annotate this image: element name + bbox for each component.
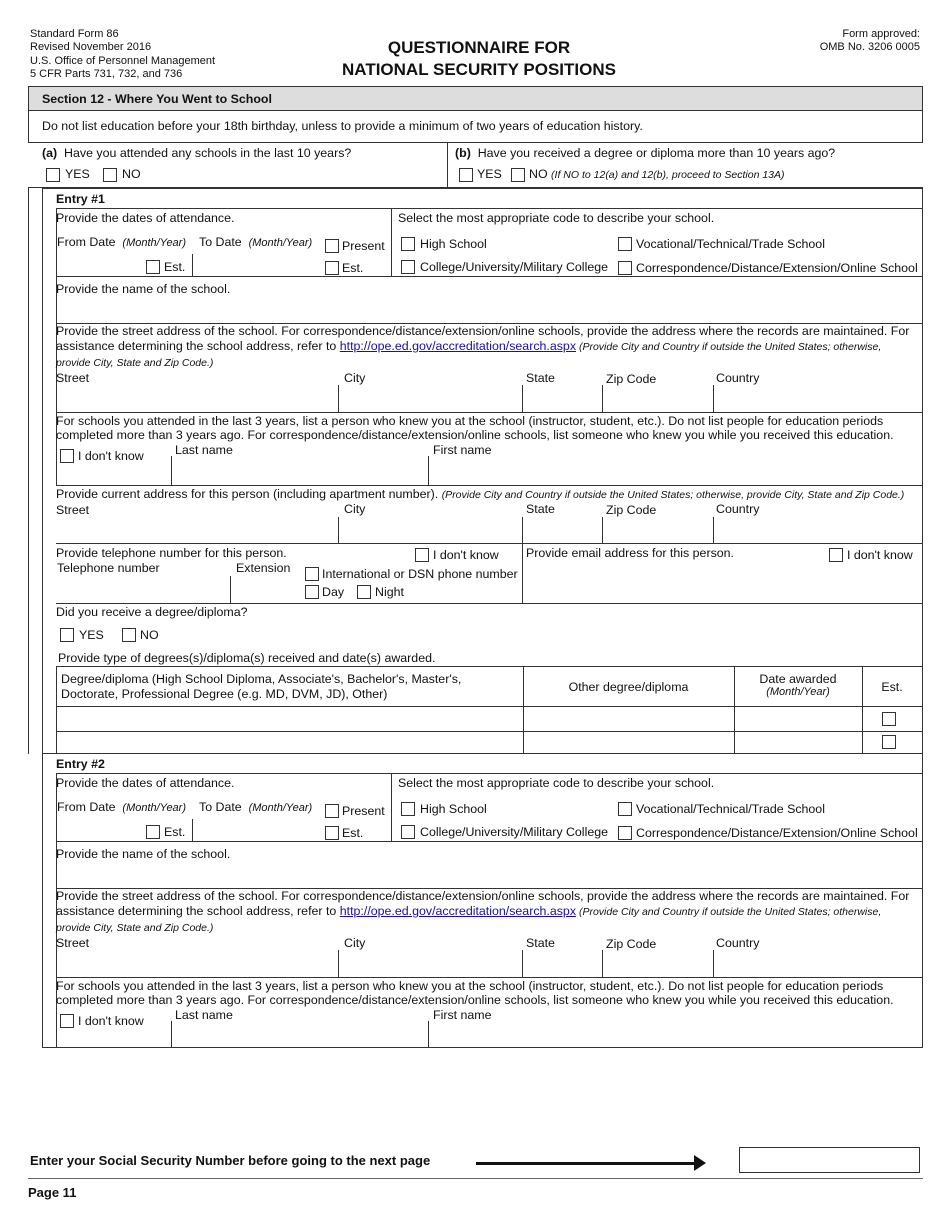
day-label: Day [322, 585, 345, 599]
degree-yes-label: YES [79, 628, 104, 642]
entry1-school-name-input[interactable] [58, 296, 918, 320]
email-dont-know-label: I don't know [847, 548, 913, 562]
entry2-title: Entry #2 [56, 757, 105, 771]
intl-label: International or DSN phone number [322, 567, 518, 581]
phone-dont-know-checkbox[interactable] [415, 548, 429, 562]
form-approval [820, 28, 920, 55]
entry1-school-name-prompt: Provide the name of the school. [56, 282, 231, 296]
degree-type-prompt: Provide type of degrees(s)/diploma(s) received and date(s) awarded. [58, 651, 436, 665]
entry1-vocational-checkbox[interactable] [618, 237, 632, 251]
extension-label: Extension [236, 561, 291, 575]
entry2-person-dont-know-label: I don't know [78, 1014, 144, 1028]
date-awarded-sub: (Month/Year) [766, 686, 830, 699]
date-awarded-label: Date awarded [759, 672, 837, 686]
email-dont-know-checkbox[interactable] [829, 548, 843, 562]
entry1-from-month-year: (Month/Year) [122, 237, 187, 249]
entry1-first-name-input[interactable] [431, 458, 919, 480]
entry2-correspondence-label: Correspondence/Distance/Extension/Online School [636, 826, 918, 840]
entry1-to-date-label [199, 235, 312, 250]
entry2-to-date-label [199, 800, 312, 815]
question-b-text: Have you received a degree or diploma more than 10 years ago? [477, 146, 836, 160]
title-line-2: NATIONAL SECURITY POSITIONS [342, 60, 616, 79]
approval-line-1: Form approved: [842, 28, 920, 40]
entry2-high-school-checkbox[interactable] [401, 802, 415, 816]
q-b-no-label: NO [529, 167, 548, 181]
degree-row-1-degree[interactable] [58, 708, 521, 729]
question-b [455, 146, 835, 160]
night-label: Night [375, 585, 404, 599]
form-revision: Revised November 2016 [30, 41, 152, 54]
entry1-person-prompt: For schools you attended in the last 3 years, list a person who knew you at the school (instructor, student, etc.). Do not list people for education periods completed more than 3 years ago. For correspondence/distance/extension/online schools, list someone who knew you while you received this education. [56, 414, 894, 442]
entry2-address-text: Provide the street address of the school. For correspondence/distance/extension/online schools, provide the address where the records are maintained. For assistance determining the school address, refer to [56, 889, 910, 918]
entry2-from-est-label: Est. [164, 825, 186, 839]
degree-question: Did you receive a degree/diploma? [56, 605, 248, 619]
person-street-input[interactable] [56, 518, 336, 542]
entry1-last-name-label: Last name [175, 443, 233, 457]
arrow-line [476, 1162, 698, 1165]
degree-row-2-est-checkbox[interactable] [882, 735, 896, 749]
entry1-college-label: College/University/Military College [420, 260, 608, 274]
q-b-yes-label: YES [477, 167, 502, 181]
entry1-city-label: City [344, 371, 366, 385]
degree-yes-checkbox[interactable] [60, 628, 74, 642]
entry2-present-label: Present [342, 804, 385, 818]
entry2-from-est-checkbox[interactable] [146, 825, 160, 839]
entry2-vocational-checkbox[interactable] [618, 802, 632, 816]
email-input[interactable] [526, 565, 916, 601]
page-number: Page 11 [28, 1185, 77, 1200]
entry2-from-date-text: From Date [57, 800, 116, 814]
entry2-dates-prompt: Provide the dates of attendance. [56, 776, 235, 790]
entry2-city-label: City [344, 936, 366, 950]
telephone-label: Telephone number [57, 561, 160, 575]
entry2-person-prompt: For schools you attended in the last 3 years, list a person who knew you at the school (instructor, student, etc.). Do not list people for education periods completed more than 3 years ago. For correspondence/distance/extension/online schools, list someone who knew you while you received this education. [56, 979, 894, 1007]
entry1-title: Entry #1 [56, 192, 105, 206]
question-b-label: (b) [455, 146, 471, 160]
entry1-country-label: Country [716, 371, 760, 385]
q-a-no-label: NO [122, 167, 141, 181]
entry2-to-date-text: To Date [199, 800, 242, 814]
q-b-no-checkbox[interactable] [511, 168, 525, 182]
entry2-from-date-label [57, 800, 186, 815]
q-a-yes-checkbox[interactable] [46, 168, 60, 182]
entry2-last-name-input[interactable] [174, 1023, 426, 1045]
entry1-college-checkbox[interactable] [401, 260, 415, 274]
approval-line-2: OMB No. 3206 0005 [819, 41, 920, 54]
arrow-right-icon [694, 1155, 706, 1171]
entry2-school-name-prompt: Provide the name of the school. [56, 847, 231, 861]
entry2-first-name-label: First name [433, 1008, 492, 1022]
entry2-college-label: College/University/Military College [420, 825, 608, 839]
phone-dont-know-label: I don't know [433, 548, 499, 562]
entry1-state-label: State [526, 371, 555, 385]
form-identifier [30, 28, 215, 82]
entry2-address-note: (Provide City and Country if outside the United States; otherwise, provide City, State and Zip Code.) [56, 906, 882, 934]
section-title: Section 12 - Where You Went to School [42, 92, 272, 106]
date-awarded-header [734, 672, 862, 699]
person-state-label: State [526, 502, 555, 516]
entry2-college-checkbox[interactable] [401, 825, 415, 839]
entry1-present-checkbox[interactable] [325, 239, 339, 253]
entry2-present-checkbox[interactable] [325, 804, 339, 818]
night-checkbox[interactable] [357, 585, 371, 599]
entry2-state-label: State [526, 936, 555, 950]
person-address-prompt [56, 487, 916, 502]
entry1-correspondence-label: Correspondence/Distance/Extension/Online School [636, 261, 918, 275]
form-agency: U.S. Office of Personnel Management [30, 54, 216, 67]
entry1-dates-prompt: Provide the dates of attendance. [56, 211, 235, 225]
degree-row-1-date[interactable] [736, 708, 860, 729]
entry2-first-name-input[interactable] [431, 1023, 919, 1045]
entry1-accreditation-link[interactable]: http://ope.ed.gov/accreditation/search.aspx [339, 339, 577, 353]
page-title [300, 37, 658, 81]
entry1-code-prompt: Select the most appropriate code to describe your school. [398, 211, 715, 225]
form-cfr: 5 CFR Parts 731, 732, and 736 [30, 68, 183, 81]
entry1-person-dont-know-label: I don't know [78, 449, 144, 463]
entry1-to-date-text: To Date [199, 235, 242, 249]
entry2-accreditation-link[interactable]: http://ope.ed.gov/accreditation/search.aspx [339, 904, 577, 918]
entry1-to-est-label: Est. [342, 261, 364, 275]
entry1-from-date-label [57, 235, 186, 250]
entry1-present-label: Present [342, 239, 385, 253]
q-b-yes-checkbox[interactable] [459, 168, 473, 182]
question-a-text: Have you attended any schools in the last 10 years? [64, 146, 352, 160]
person-zip-label: Zip Code [606, 503, 657, 517]
entry1-address-note: (Provide City and Country if outside the United States; otherwise, provide City, State and Zip Code.) [56, 341, 882, 369]
person-street-label: Street [56, 503, 90, 517]
entry2-high-school-label: High School [420, 802, 487, 816]
degree-row-2-other[interactable] [525, 733, 732, 753]
entry1-person-dont-know-checkbox[interactable] [60, 449, 74, 463]
degree-row-2-degree[interactable] [58, 733, 521, 753]
entry1-street-label: Street [56, 371, 90, 385]
degree-row-1-est-checkbox[interactable] [882, 712, 896, 726]
entry2-street-label: Street [56, 936, 90, 950]
entry1-correspondence-checkbox[interactable] [618, 261, 632, 275]
entry2-to-est-label: Est. [342, 826, 364, 840]
entry2-country-label: Country [716, 936, 760, 950]
person-address-note: (Provide City and Country if outside the United States; otherwise, provide City, State and Zip Code.) [441, 489, 905, 501]
q-a-yes-label: YES [65, 167, 90, 181]
question-a [42, 146, 351, 160]
q-b-note: (If NO to 12(a) and 12(b), proceed to Section 13A) [551, 169, 785, 181]
entry2-correspondence-checkbox[interactable] [618, 826, 632, 840]
degree-col-header: Degree/diploma (High School Diploma, Associate's, Bachelor's, Master's, Doctorate, Professional Degree (e.g. MD, DVM, JD), Other) [61, 672, 462, 701]
entry1-address-prompt [56, 324, 918, 371]
q-a-no-checkbox[interactable] [103, 168, 117, 182]
degree-no-checkbox[interactable] [122, 628, 136, 642]
entry1-to-est-checkbox[interactable] [325, 261, 339, 275]
entry2-from-month-year: (Month/Year) [122, 802, 187, 814]
section-instruction: Do not list education before your 18th birthday, unless to provide a minimum of two years of education history. [42, 119, 643, 133]
entry1-zip-label: Zip Code [606, 372, 657, 386]
entry1-address-text: Provide the street address of the school. For correspondence/distance/extension/online schools, provide the address where the records are maintained. For assistance determining the school address, refer to [56, 324, 910, 353]
entry2-last-name-label: Last name [175, 1008, 233, 1022]
email-prompt: Provide email address for this person. [526, 546, 734, 560]
entry1-from-est-checkbox[interactable] [146, 260, 160, 274]
form-number: Standard Form 86 [30, 28, 119, 40]
q-b-no-wrap [529, 167, 785, 181]
entry2-zip-label: Zip Code [606, 937, 657, 951]
entry2-to-month-year: (Month/Year) [248, 802, 313, 814]
ssn-input[interactable] [739, 1147, 920, 1173]
degree-row-1-other[interactable] [525, 708, 732, 729]
entry2-code-prompt: Select the most appropriate code to describe your school. [398, 776, 715, 790]
person-address-text: Provide current address for this person (including apartment number). [56, 487, 439, 501]
title-line-1: QUESTIONNAIRE FOR [387, 38, 571, 57]
entry2-to-est-checkbox[interactable] [325, 826, 339, 840]
entry2-school-name-input[interactable] [58, 861, 918, 885]
ssn-prompt: Enter your Social Security Number before going to the next page [30, 1153, 431, 1168]
entry2-street-input[interactable] [58, 951, 336, 975]
intl-checkbox[interactable] [305, 567, 319, 581]
degree-row-2-date[interactable] [736, 733, 860, 753]
entry1-high-school-checkbox[interactable] [401, 237, 415, 251]
entry1-vocational-label: Vocational/Technical/Trade School [636, 237, 825, 251]
entry1-from-date-text: From Date [57, 235, 116, 249]
entry1-high-school-label: High School [420, 237, 487, 251]
entry1-street-input[interactable] [58, 386, 336, 410]
person-city-label: City [344, 502, 366, 516]
day-checkbox[interactable] [305, 585, 319, 599]
entry1-to-month-year: (Month/Year) [248, 237, 313, 249]
entry1-last-name-input[interactable] [174, 458, 426, 480]
entry1-first-name-label: First name [433, 443, 492, 457]
other-degree-col-header: Other degree/diploma [568, 680, 689, 694]
phone-prompt: Provide telephone number for this person. [56, 546, 287, 560]
person-country-label: Country [716, 502, 760, 516]
entry1-from-est-label: Est. [164, 260, 186, 274]
est-col-header: Est. [881, 680, 903, 694]
degree-no-label: NO [140, 628, 159, 642]
entry2-person-dont-know-checkbox[interactable] [60, 1014, 74, 1028]
entry2-vocational-label: Vocational/Technical/Trade School [636, 802, 825, 816]
question-a-label: (a) [42, 146, 58, 160]
entry2-address-prompt [56, 889, 918, 936]
